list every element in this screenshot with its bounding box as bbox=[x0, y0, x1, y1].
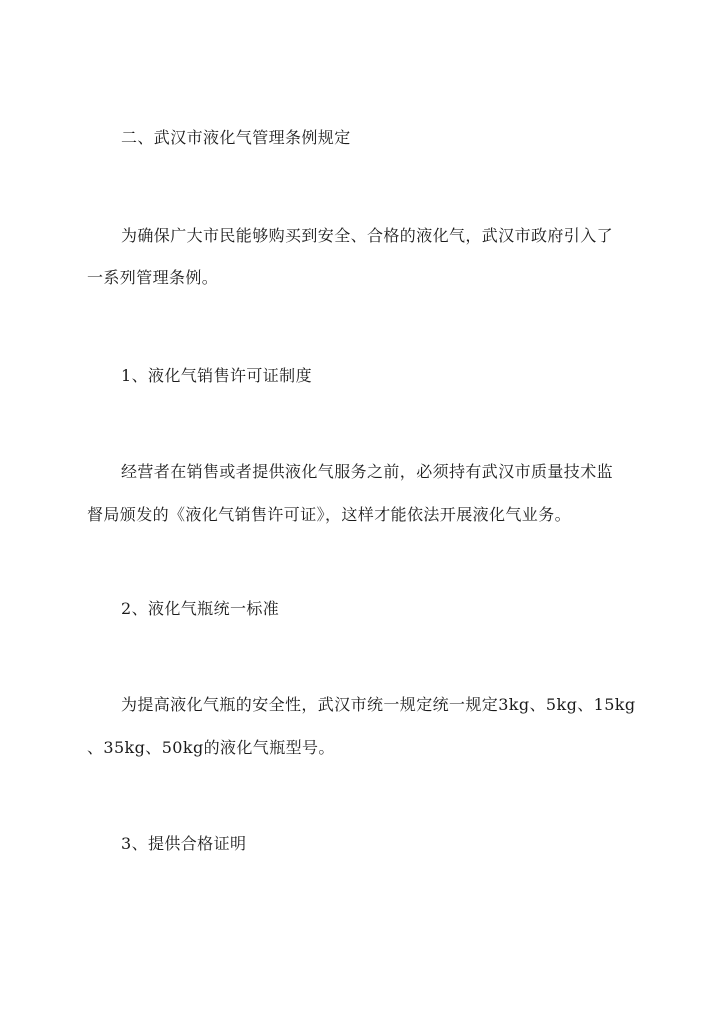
paragraph-line: 一系列管理条例。 bbox=[87, 268, 219, 287]
item-heading: 3、提供合格证明 bbox=[121, 834, 247, 853]
paragraph-line: 为提高液化气瓶的安全性，武汉市统一规定统一规定3kg、5kg、15kg bbox=[121, 695, 636, 714]
paragraph-line: 督局颁发的《液化气销售许可证》，这样才能依法开展液化气业务。 bbox=[87, 505, 572, 524]
item-heading: 2、液化气瓶统一标准 bbox=[121, 599, 280, 618]
paragraph-line: 、35kg、50kg的液化气瓶型号。 bbox=[87, 738, 335, 757]
paragraph-line: 为确保广大市民能够购买到安全、合格的液化气，武汉市政府引入了 bbox=[121, 226, 614, 245]
item-heading: 1、液化气销售许可证制度 bbox=[121, 366, 312, 385]
paragraph-line: 经营者在销售或者提供液化气服务之前，必须持有武汉市质量技术监 bbox=[121, 462, 614, 481]
section-heading: 二、武汉市液化气管理条例规定 bbox=[121, 128, 351, 147]
